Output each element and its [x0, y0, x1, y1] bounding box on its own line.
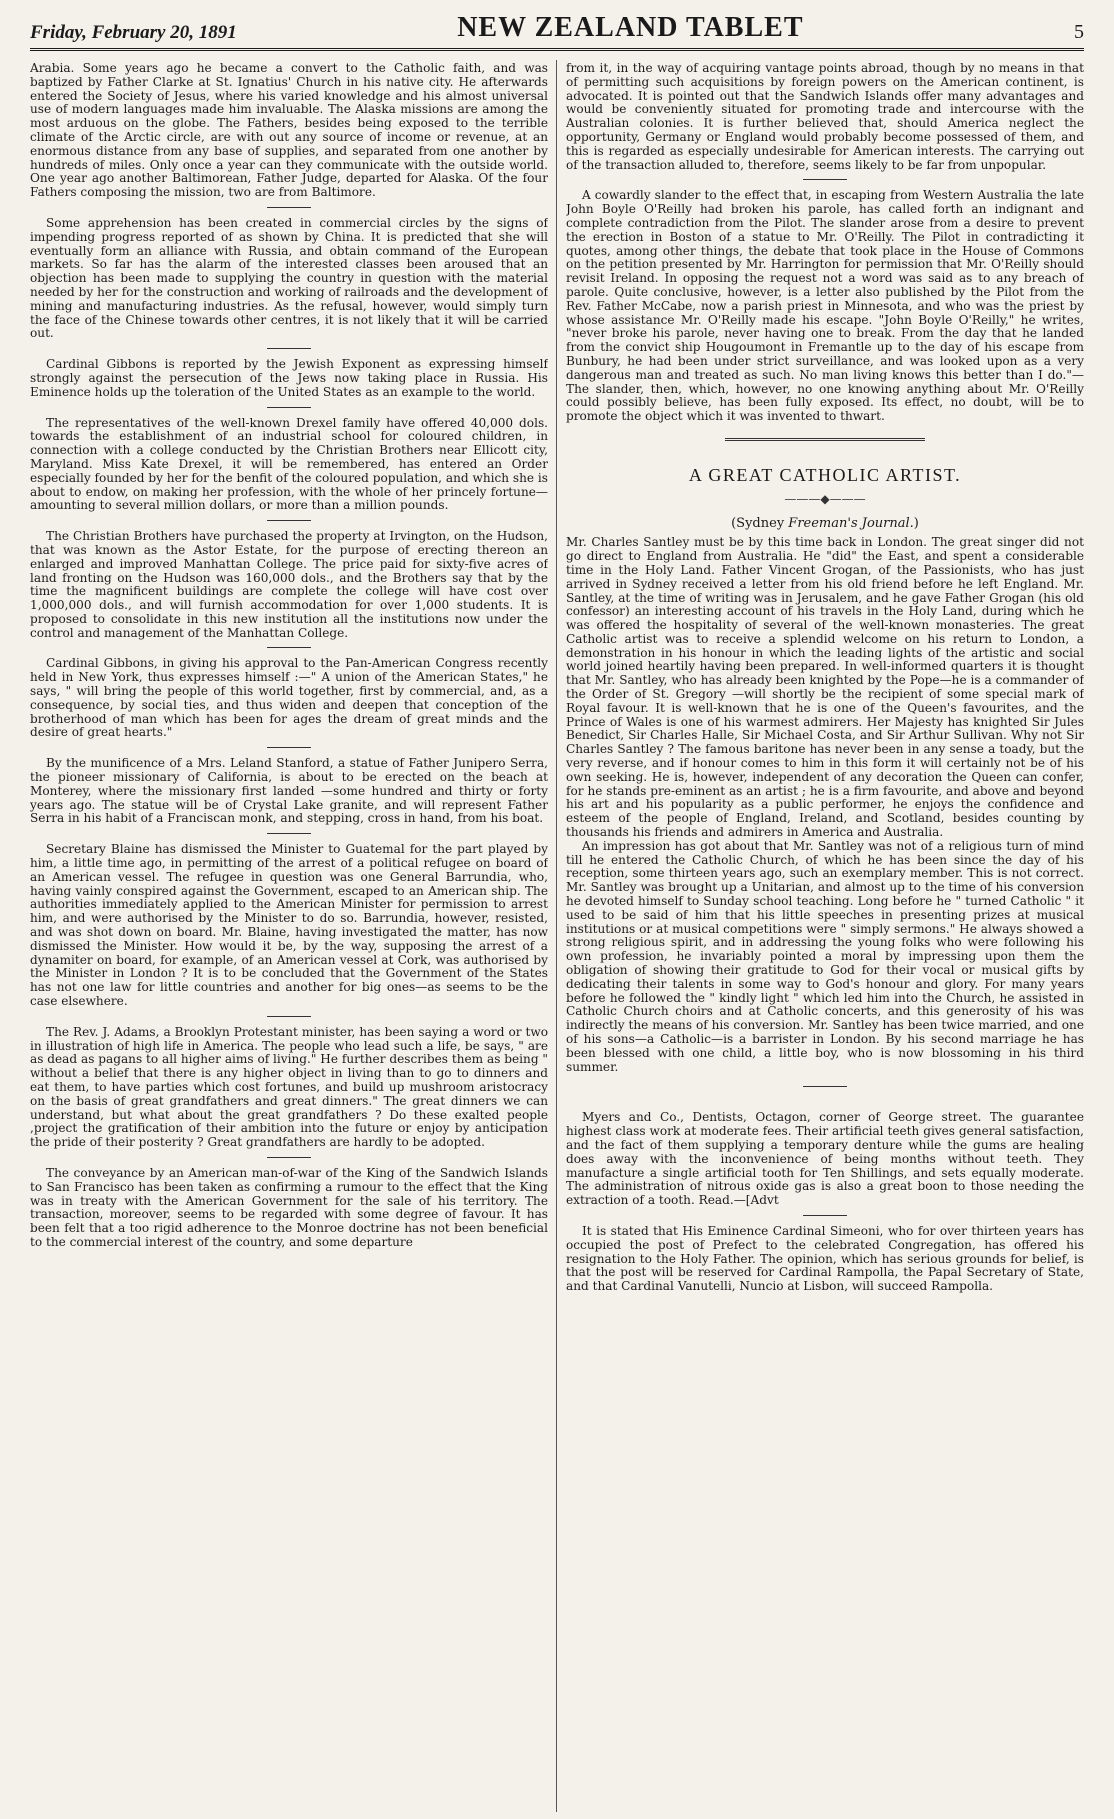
news-item-sandwich-islands-cont: from it, in the way of acquiring vantage points abroad, though by no means in that of permitting such acquisitions by foreign powers on the American continent, is advocated. It is pointed out that the Sandwich Islands offer many advantages and would be conveniently situated for promoting trade and intercourse with the Australian colonies. It is further believed that, should America neglect the opportunity, Germany or England would probably become possessed of them, and this is regarded as especially undesirable for American interests. The carrying out of the transaction alluded to, therefore, seems likely to be far from unpopular. — [566, 62, 1084, 172]
masthead — [30, 14, 1084, 51]
news-item-alaska-mission: Arabia. Some years ago he became a convert to the Catholic faith, and was baptized by Father Clarke at St. Ignatius' Church in his native city. He afterwards entered the Society of Jesus, where his varied knowledge and his almost universal use of modern languages made him invaluable. The Alaska missions are among the most arduous on the globe. The Fathers, besides being exposed to the terrible climate of the Arctic circle, are with out any source of income or revenue, at an enormous distance from any base of supplies, and separated from one another by hundreds of miles. Only once a year can they communicate with the outside world. One year ago another Baltimorean, Father Judge, departed for Alaska. Of the four Fathers composing the mission, two are from Baltimore. — [30, 62, 548, 200]
left-column — [30, 62, 548, 1812]
section-rule — [725, 438, 925, 441]
article-paragraph: Mr. Charles Santley must be by this time back in London. The great singer did not go direct to England from Australia. He "did" the East, and spent a considerable time in the Holy Land. Father Vincent Grogan, of the Passionists, who has just arrived in Sydney received a letter from his old friend before he left England. Mr. Santley, at the time of writing was in Jerusalem, and he gave Father Grogan (his old confessor) an interesting account of his travels in the Holy Land, during which he was offered the hospitality of several of the well-known monasteries. The great Catholic artist was to receive a splendid welcome on his return to London, a demonstration in his honour in which the leading lights of the artistic and social world joined heartily having been prepared. In well-informed quarters it is thought that Mr. Santley, who has already been knighted by the Pope—he is a commander of the Order of St. Gregory —will shortly be the recipient of some special mark of Royal favour. It is well-known that he is one of the Queen's favourites, and the Prince of Wales is one of his warmest admirers. Her Majesty has knighted Sir Jules Benedict, Sir Charles Halle, Sir Michael Costa, and Sir Arthur Sullivan. Why not Sir Charles Santley ? The famous baritone has never been in any sense a toady, but the very reverse, and if honour comes to him in this form it will certainly not be of his own seeking. He is, however, independent of any decoration the Queen can confer, for he stands pre-eminent as an artist ; he is a firm favourite, and above and beyond his art and his popularity as a public performer, he enjoys the confidence and esteem of the people of England, Ireland, and Scotland, besides counting by thousands his friends and admirers in America and Australia. — [566, 535, 1084, 840]
source-publication: Freeman's Journal. — [788, 515, 914, 531]
item-separator — [267, 747, 311, 748]
news-item-christian-brothers: The Christian Brothers have purchased the property at Irvington, on the Hudson, that was known as the Astor Estate, for the purpose of erecting thereon an enlarged and improved Manhattan College. The price paid for sixty-five acres of land fronting on the Hudson was 160,000 dols., and the Brothers say that by the time the magnificent buildings are complete the college will have cost over 1,000,000 dols., and will furnish accommodation for over 1,000 students. It is proposed to consolidate in this new institution all the institutions now under the control and management of the Manhattan College. — [30, 529, 548, 640]
news-item-drexel: The representatives of the well-known Drexel family have offered 40,000 dols. towards the establishment of an industrial school for coloured children, in connection with a college conducted by the Christian Brothers near Ellicott city, Maryland. Miss Kate Drexel, it will be remembered, has entered an Order especially founded by her for the benfit of the coloured population, and which she is about to endow, on making her profession, with the whole of her princely fortune—amounting to several million dollars, or more than a million pounds. — [30, 415, 548, 513]
item-separator — [803, 1215, 847, 1216]
page-number: 5 — [1073, 21, 1084, 43]
item-separator — [267, 1016, 311, 1017]
source-prefix: (Sydney — [731, 515, 789, 531]
news-item-sandwich-islands: The conveyance by an American man-of-war of the King of the Sandwich Islands to San Francisco has been taken as confirming a rumour to the effect that the King was in treaty with the American Government for the sale of his territory. The transaction, moreover, seems to be regarded with some degree of favour. It has been felt that a too rigid adherence to the Monroe doctrine has not been beneficial to the commercial interest of the country, and some departure — [30, 1165, 548, 1249]
news-item-oreilly-slander: A cowardly slander to the effect that, in escaping from Western Australia the late John Boyle O'Reilly had broken his parole, has called forth an indignant and complete contradiction from the Pilot. The slander arose from a desire to prevent the erection in Boston of a statue to Mr. O'Reilly. The Pilot in contradicting it quotes, among other things, the debate that took place in the House of Commons on the petition presented by Mr. Harrington for permission that Mr. O'Reilly should revisit Ireland. In opposing the request not a word was said as to any breach of parole. Quite conclusive, however, is a letter also published by the Pilot from the Rev. Father McCabe, now a parish priest in Minnesota, and who was the priest by whose assistance Mr. O'Reilly made his escape. "John Boyle O'Reilly," he writes, "never broke his parole, never having one to break. From the day that he landed from the convict ship Hougoumont in Fremantle up to the day of his escape from Bunbury, he had been under strict surveillance, and was looked upon as a very dangerous man and treated as such. No man living knows this better than I do."—The slander, then, which, however, no one knowing anything about Mr. O'Reilly could possibly believe, has been fully exposed. Its effect, no doubt, will be to promote the object which it was invented to thwart. — [566, 188, 1084, 424]
item-separator — [267, 407, 311, 408]
news-item-blaine: Secretary Blaine has dismissed the Minister to Guatemal for the part played by him, a little time ago, in permitting of the arrest of a political refugee on board of an American vessel. The refugee in question was one General Barrundia, who, having vainly conspired against the Government, escaped to an American ship. The authorities immediately applied to the American Minister for permission to arrest him, and were authorised by the Minister to do so. Barrundia, however, resisted, and was shot down on board. Mr. Blaine, having investigated the matter, has now dismissed the Minister. How would it be, by the way, supposing the arrest of a dynamiter on board, for example, of an American vessel at Cork, was authorised by the Minister in London ? It is to be concluded that the Government of the States has not one law for little countries and another for big ones—as seems to be the case elsewhere. — [30, 842, 548, 1009]
news-item-pan-american: Cardinal Gibbons, in giving his approval to the Pan-American Congress recently held in New York, thus expresses himself :—" A union of the American States," he says, " will bring the people of this world together, first by commercial, and, as a consequence, by social ties, and thus widen and deepen that conception of the brotherhood of man which has been for ages the dream of great minds and the desire of great hearts." — [30, 656, 548, 740]
item-separator — [267, 207, 311, 208]
article-heading: A GREAT CATHOLIC ARTIST. — [688, 464, 962, 485]
column-divider — [556, 60, 557, 1812]
news-item-china: Some apprehension has been created in commercial circles by the signs of impending progress reported of as shown by China. It is predicted that she will eventually form an alliance with Russia, and obtain command of the European markets. So far has the alarm of the interested classes been aroused that an objection has been made to supplying the country in question with the material needed by her for the construction and working of railroads and the development of mining and manufacturing industries. As the refusal, however, would simply turn the face of the Chinese towards other centres, it is not likely that it will be carried out. — [30, 215, 548, 341]
news-item-cardinal-gibbons-jews: Cardinal Gibbons is reported by the Jewish Exponent as expressing himself strongly against the persecution of the Jews now taking place in Russia. His Eminence holds up the toleration of the United States as an example to the world. — [30, 357, 548, 399]
advertisement-myers-dentists: Myers and Co., Dentists, Octagon, corner of George street. The guarantee highest class work at moderate fees. Their artificial teeth gives general satisfaction, and the fact of them supplying a temporary denture while the gums are healing does away with the inconvenience of being months without teeth. They manufacture a single artificial tooth for Ten Shillings, and sets equally moderate. The administration of nitrous oxide gas is also a great boon to those needing the extraction of a tooth. Read.—[Advt — [566, 1110, 1084, 1208]
item-separator — [803, 179, 847, 180]
heading-ornament: ———◆——— — [784, 491, 866, 506]
article-source — [566, 517, 1084, 531]
item-separator — [267, 348, 311, 349]
issue-date: Friday, February 20, 1891 — [30, 22, 237, 43]
news-item-serra-statue: By the munificence of a Mrs. Leland Stanford, a statue of Father Junipero Serra, the pioneer missionary of California, is about to be erected on the beach at Monterey, where the missionary first landed —some hundred and thirty or forty years ago. The statue will be of Crystal Lake granite, and will represent Father Serra in his habit of a Franciscan monk, and stepping, cross in hand, from his boat. — [30, 756, 548, 826]
source-suffix: ) — [913, 515, 919, 531]
item-separator — [267, 647, 311, 648]
news-item-rev-adams: The Rev. J. Adams, a Brooklyn Protestant minister, has been saying a word or two in illustration of high life in America. The people who lead such a life, be says, " are as dead as pagans to all higher aims of living." He further describes them as being " without a belief that there is any higher object in living than to go to dinners and eat them, to have parties which cost fortunes, and build up mushroom aristocracy on the basis of great grandfathers and great dinners." The great dinners we can understand, but what about the great grandfathers ? Do these exalted people ,project the gratification of their ambition into the future or enjoy by anticipation the pride of their posterity ? Great grandfathers are hardly to be adopted. — [30, 1024, 548, 1150]
news-item-cardinal-simeoni: It is stated that His Eminence Cardinal Simeoni, who for over thirteen years has occupied the post of Prefect to the celebrated Congregation, has offered his resignation to the Holy Father. The opinion, which has serious grounds for belief, is that the post will be reserved for Cardinal Rampolla, the Papal Secretary of State, and that Cardinal Vanutelli, Nuncio at Lisbon, will succeed Rampolla. — [566, 1223, 1084, 1294]
item-separator — [267, 1157, 311, 1158]
newspaper-title: NEW ZEALAND TABLET — [457, 12, 804, 43]
item-separator — [267, 520, 311, 521]
article-paragraph: An impression has got about that Mr. Santley was not of a religious turn of mind till he entered the Catholic Church, of which he has been since the day of his reception, some thirteen years ago, such an exemplary member. This is not correct. Mr. Santley was brought up a Unitarian, and almost up to the time of his conversion he devoted himself to Sunday school teaching. Long before he " turned Catholic " it used to be said of him that his little speeches in presenting prizes at musical institutions or at musical competitions were " simply sermons." He always showed a strong religious spirit, and in addressing the young folks who were following his own profession, he invariably pointed a moral by impressing upon them the obligation of showing their gratitude to God for their vocal or musical gifts by dedicating their talents in some way to God's honour and glory. For many years before he followed the " kindly light " which led him into the Church, he assisted in Catholic Church choirs and at Catholic concerts, and this generosity of his was indirectly the means of his conversion. Mr. Santley has been twice married, and one of his sons—a Catholic—is a barrister in London. By his second marriage he has been blessed with one child, a little boy, who is now blossoming in his third summer. — [566, 838, 1084, 1074]
item-separator — [267, 833, 311, 834]
right-column — [566, 62, 1084, 1812]
item-separator — [803, 1086, 847, 1087]
